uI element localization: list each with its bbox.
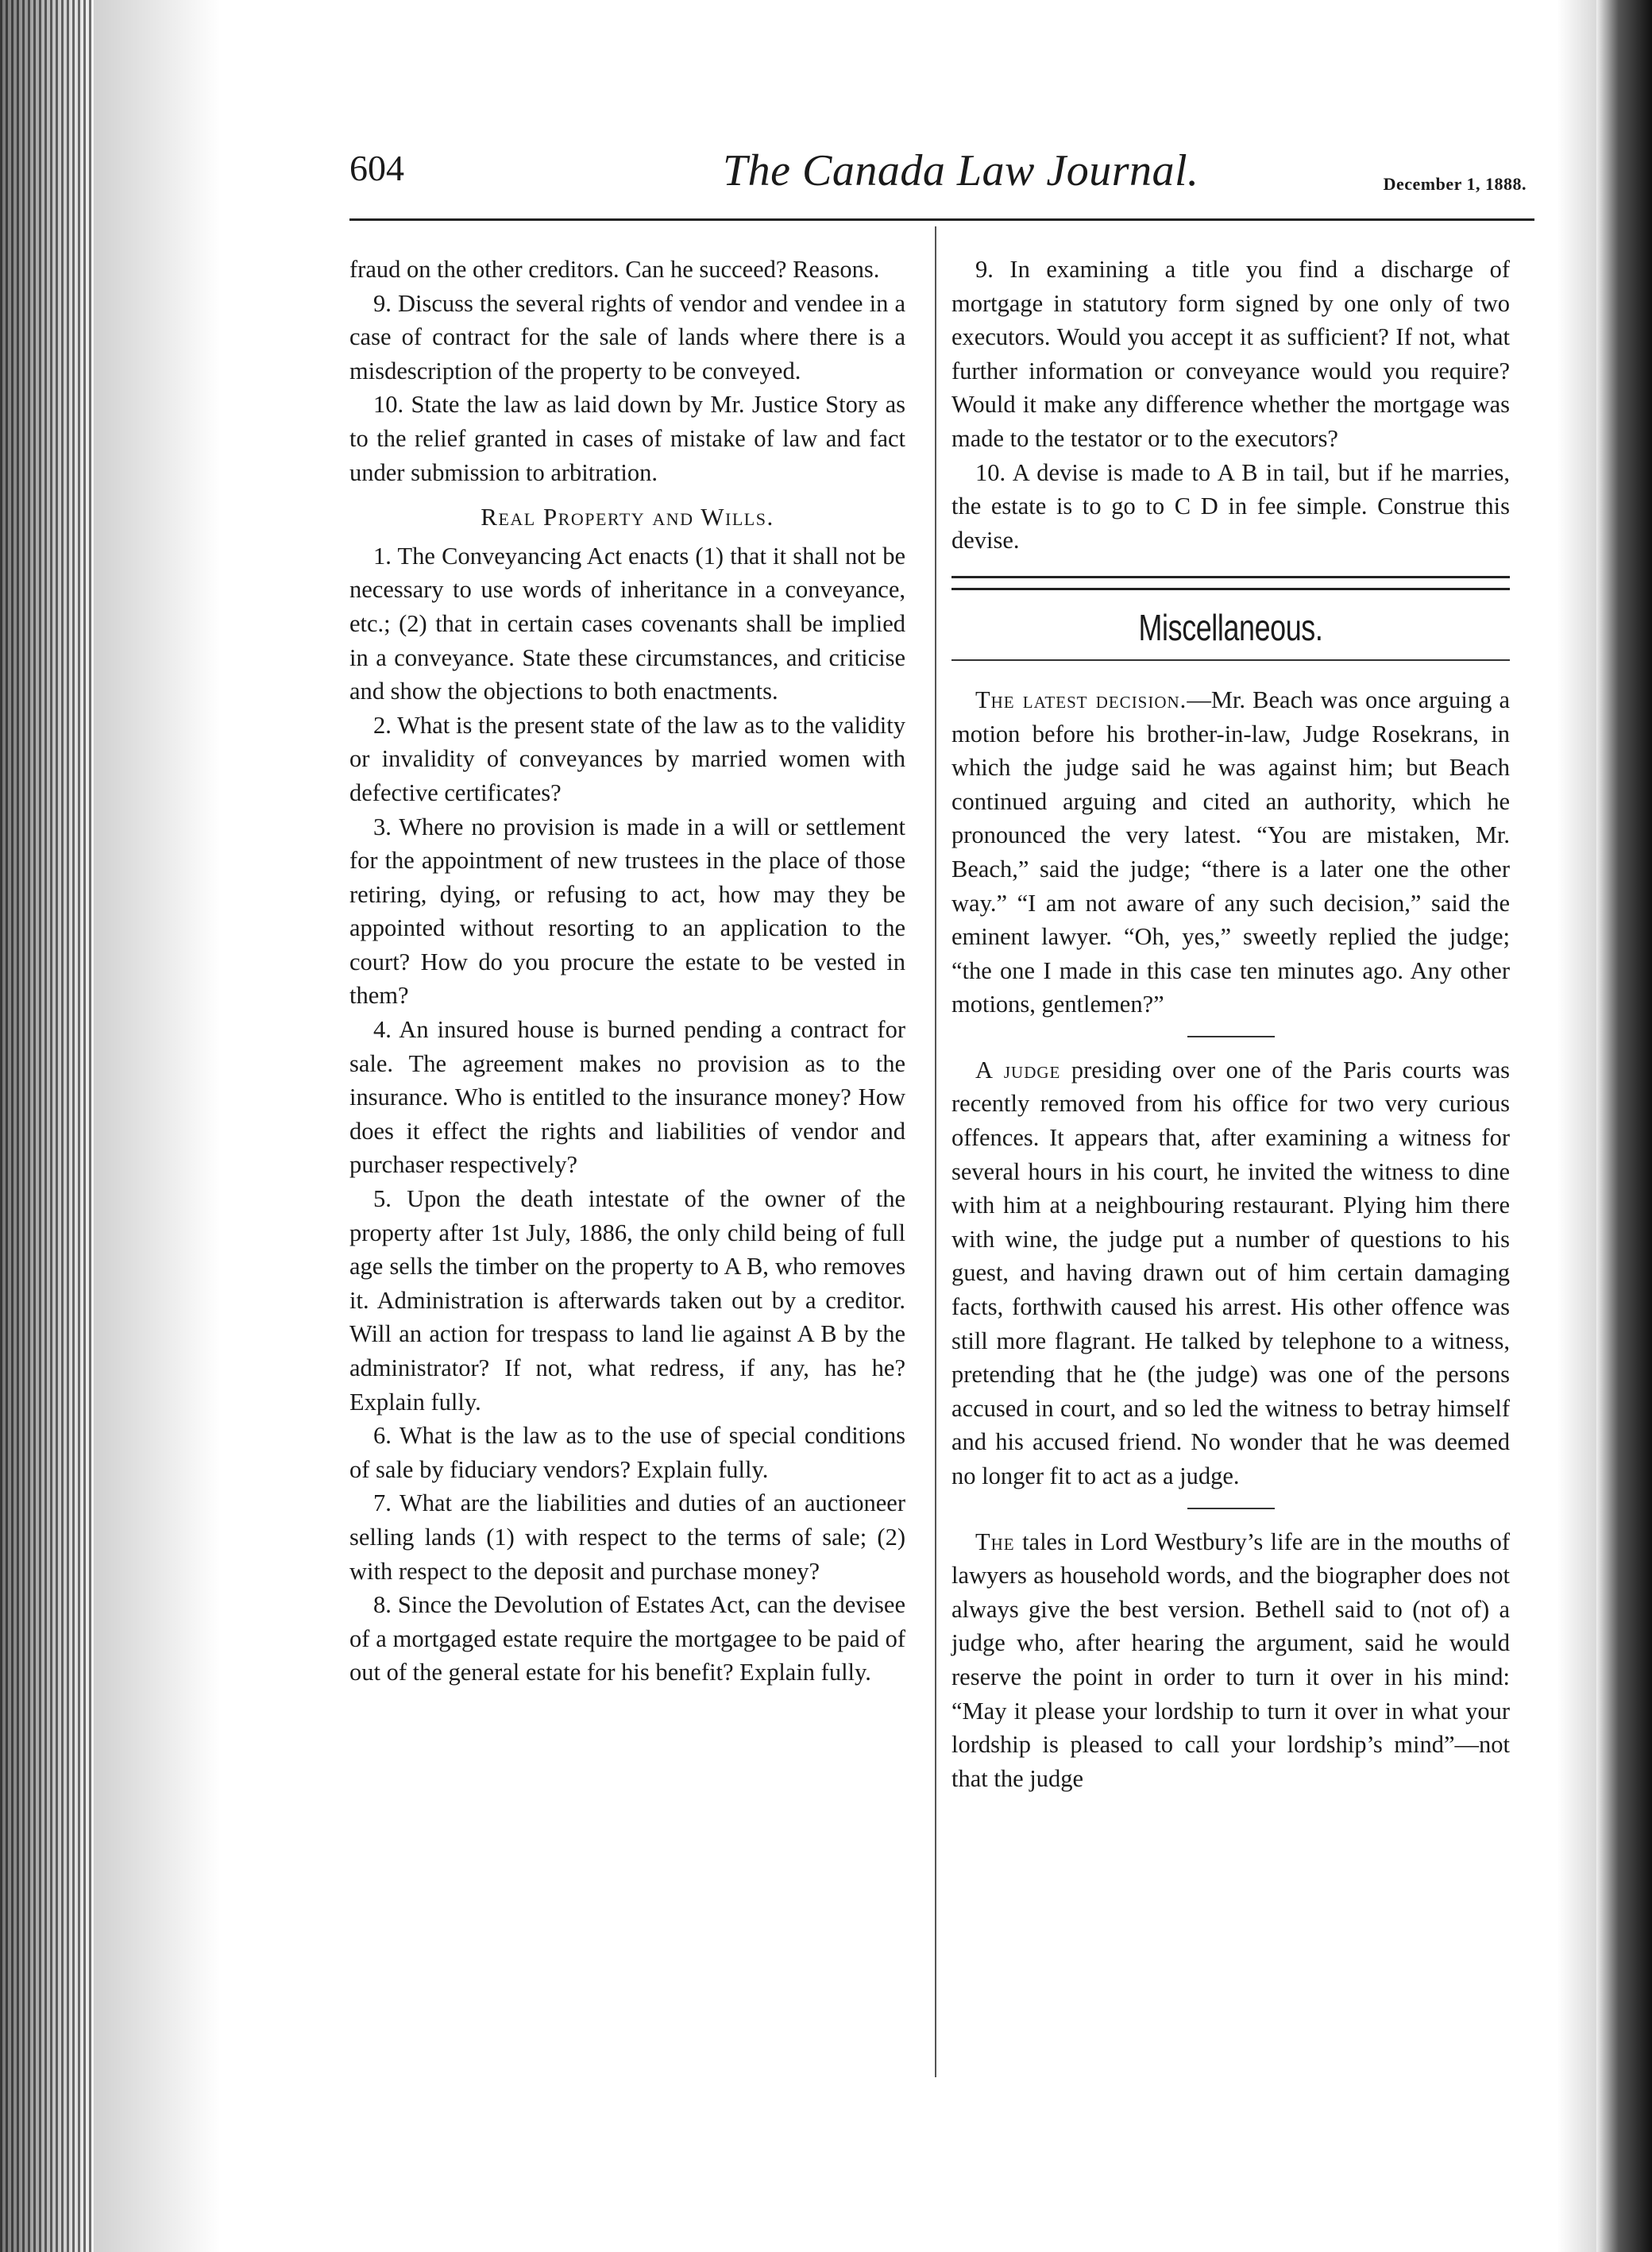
- question-5-intestate: 5. Upon the death intestate of the owner of the property after 1st July, 1886, the only child being of full age sells the timber on the property to A B, who removes it. Administration is afterwards taken out by a creditor. Will an action for trespass to land lie against A B by the administrator? If not, what redress, if any, has he? Explain fully.: [349, 1185, 905, 1416]
- item-separator: [1187, 1036, 1275, 1037]
- item-latest-decision-lead: The latest decision.: [975, 686, 1187, 713]
- right-column: [951, 253, 1510, 1795]
- journal-title: The Canada Law Journal.: [723, 146, 1199, 195]
- question-3-trustees: 3. Where no provision is made in a will or settlement for the appointment of new trustees in the place of those retiring, dying, or refusing to act, how may they be appointed without resorting to an application to the court? How do you procure the estate to be vested in them?: [349, 813, 905, 1010]
- section-double-rule: [951, 576, 1510, 590]
- item-paris-judge: [951, 1053, 1510, 1493]
- header-date: December 1, 1888.: [1383, 174, 1527, 194]
- question-2-married-women: 2. What is the present state of the law as to the validity or invalidity of conveyances by married women with defective certificates?: [349, 711, 905, 806]
- question-8-devolution: 8. Since the Devolution of Estates Act, can the devisee of a mortgaged estate require the mortgagee to be paid of out of the general estate for his benefit? Explain fully.: [349, 1591, 905, 1686]
- question-9-vendor-vendee: 9. Discuss the several rights of vendor and vendee in a case of contract for the sale of lands where there is a misdescription of the property to be conveyed.: [349, 289, 905, 384]
- question-9-discharge-of-mortgage: 9. In examining a title you find a discharge of mortgage in statutory form signed by one only of two executors. Would you accept it as sufficient? If not, what further information or conveyance would you require? Would it make any difference whether the mortgage was made to the testator or to the executors?: [951, 256, 1510, 452]
- heading-underline: [951, 659, 1510, 661]
- page-right-shadow: [1557, 0, 1596, 2252]
- page-right-edge: [1596, 0, 1652, 2252]
- item-lord-westbury-body: tales in Lord Westbury’s life are in the mouths of lawyers as household words, and the biographer does not always give the best version. Bethell said to (not of) a judge who, after hearing the argument, said he would reserve the point in order to turn it over in his mind: “May it please your lordship to turn it over in what your lordship is pleased to call your lordship’s mind”—not that the judge: [951, 1528, 1510, 1792]
- question-6-fiduciary-vendors: 6. What is the law as to the use of special conditions of sale by fiduciary vendors? Explain fully.: [349, 1422, 905, 1483]
- question-10-justice-story: 10. State the law as laid down by Mr. Justice Story as to the relief granted in cases of mistake of law and fact under submission to arbitration.: [349, 391, 905, 486]
- question-7-auctioneer: 7. What are the liabilities and duties of an auctioneer selling lands (1) with respect to the terms of sale; (2) with respect to the deposit and purchase money?: [349, 1489, 905, 1585]
- question-10-devise: 10. A devise is made to A B in tail, but if he marries, the estate is to go to C D in fee simple. Construe this devise.: [951, 458, 1510, 554]
- miscellaneous-heading: Miscellaneous.: [1138, 607, 1323, 649]
- paragraph-fraud-continuation: fraud on the other creditors. Can he succeed? Reasons.: [349, 256, 880, 283]
- item-latest-decision-body: —Mr. Beach was once arguing a motion before his brother-in-law, Judge Rosekrans, in which the judge said he was against him; but Beach continued arguing and cited an authority, which he pronounced the very latest. “You are mistaken, Mr. Beach,” said the judge; “there is a later one the other way.” “I am not aware of any such decision,” said the eminent lawyer. “Oh, yes,” sweetly replied the judge; “the one I made in this case ten minutes ago. Any other motions, gentlemen?”: [951, 686, 1510, 1018]
- question-1-conveyancing-act: 1. The Conveyancing Act enacts (1) that it shall not be necessary to use words of inheritance in a conveyance, etc.; (2) that in certain cases covenants shall be implied in a conveyance. State these circumstances, and criticise and show the objections to both enactments.: [349, 542, 905, 705]
- page-number: 604: [349, 148, 404, 188]
- section-heading-real-property: Real Property and Wills.: [481, 503, 774, 531]
- header-rule: [349, 218, 1534, 221]
- item-separator: [1187, 1508, 1275, 1509]
- left-column: [349, 253, 905, 1690]
- item-lord-westbury: [951, 1525, 1510, 1796]
- item-latest-decision: [951, 683, 1510, 1022]
- page-header: [349, 147, 1534, 211]
- page-left-shadow: [94, 0, 221, 2252]
- item-lord-westbury-lead: The: [975, 1528, 1015, 1555]
- page-left-edge: [0, 0, 94, 2252]
- item-paris-judge-lead: A judge: [975, 1056, 1061, 1084]
- column-divider: [935, 226, 936, 2077]
- question-4-insured-house: 4. An insured house is burned pending a contract for sale. The agreement makes no provision as to the insurance. Who is entitled to the insurance money? How does it effect the rights and liabilities of vendor and purchaser respectively?: [349, 1016, 905, 1179]
- item-paris-judge-body: presiding over one of the Paris courts was recently removed from his office for two very curious offences. It appears that, after examining a witness for several hours in his court, he invited the witness to dine with him at a neighbouring restaurant. Plying him there with wine, the judge put a number of questions to his guest, and having drawn out of him certain damaging facts, forthwith caused his arrest. His other offence was still more flagrant. He talked by telephone to a witness, pretending that he (the judge) was one of the persons accused in court, and so led the witness to betray himself and his accused friend. No wonder that he was deemed no longer fit to act as a judge.: [951, 1056, 1510, 1489]
